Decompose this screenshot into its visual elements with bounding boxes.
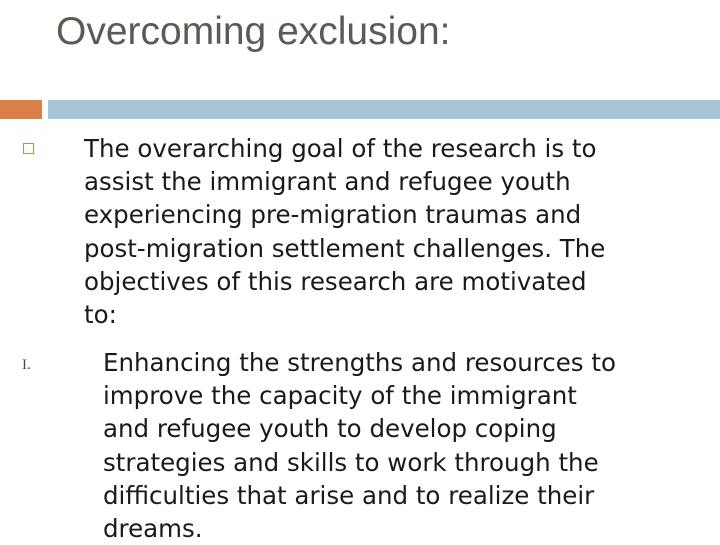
list-item-line: difficulties that arise and to realize their xyxy=(103,480,595,510)
roman-numeral-marker: I. xyxy=(22,357,31,373)
list-item-line: strategies and skills to work through the xyxy=(103,447,599,477)
paragraph-line: to: xyxy=(84,300,117,330)
paragraph-line: objectives of this research are motivated xyxy=(84,266,587,296)
hollow-square-icon xyxy=(23,143,34,154)
list-item-line: and refugee youth to develop coping xyxy=(103,414,557,444)
slide-title: Overcoming exclusion: xyxy=(56,10,451,53)
list-item-line: dreams. xyxy=(103,514,203,544)
accent-bar-orange xyxy=(0,100,42,119)
paragraph-line: post-migration settlement challenges. The xyxy=(84,233,606,263)
list-item-line: improve the capacity of the immigrant xyxy=(103,381,577,411)
list-item-line: Enhancing the strengths and resources to xyxy=(103,348,616,377)
paragraph-goal xyxy=(84,132,684,331)
paragraph-line: The overarching goal of the research is to xyxy=(84,134,597,163)
accent-bar-blue xyxy=(48,100,720,119)
paragraph-line: assist the immigrant and refugee youth xyxy=(84,167,571,197)
paragraph-line: experiencing pre-migration traumas and xyxy=(84,200,582,230)
list-item-objective xyxy=(103,346,703,545)
